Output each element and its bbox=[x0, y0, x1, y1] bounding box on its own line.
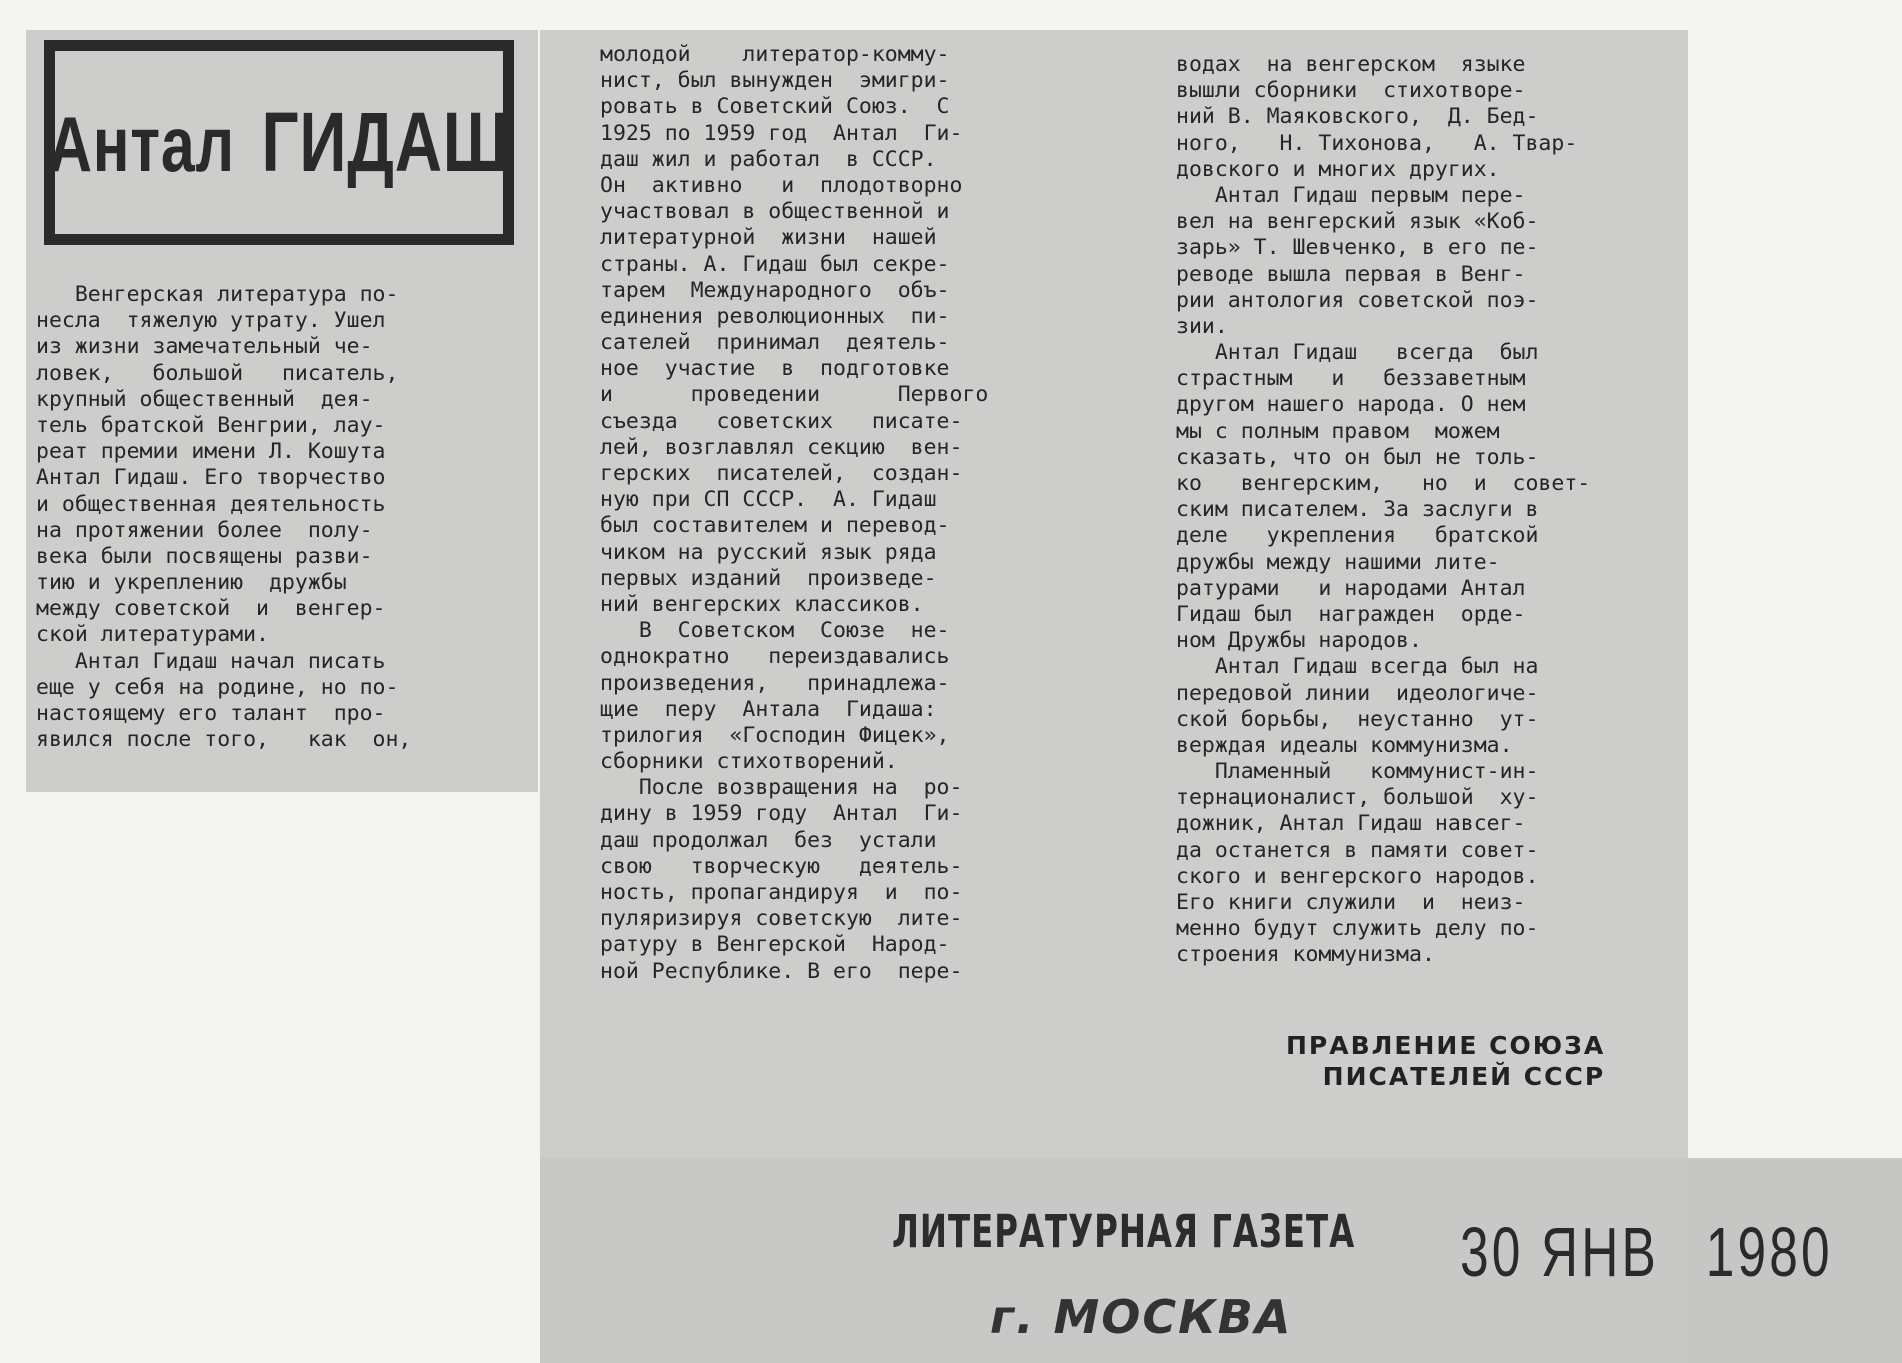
text-line: В Советском Союзе не- bbox=[600, 618, 950, 644]
article-column-1 bbox=[36, 282, 528, 753]
text-line: рии антология советской поэ- bbox=[1176, 287, 1539, 313]
text-line: ровать в Советский Союз. С bbox=[600, 94, 950, 120]
text-line: даш продолжал без устали bbox=[600, 827, 937, 853]
text-line: дину в 1959 году Антал Ги- bbox=[600, 801, 963, 827]
text-line: века были посвящены разви- bbox=[36, 543, 373, 569]
text-line: съезда советских писате- bbox=[600, 408, 963, 434]
headline bbox=[48, 94, 509, 191]
text-line: между советской и венгер- bbox=[36, 596, 386, 622]
text-line: Он активно и плодотворно bbox=[600, 172, 963, 198]
headline-frame bbox=[44, 40, 514, 245]
text-line: трилогия «Господин Фицек», bbox=[600, 722, 950, 748]
text-line: ное участие в подготовке bbox=[600, 356, 950, 382]
text-line: тель братской Венгрии, лау- bbox=[36, 412, 386, 438]
text-line: лей, возглавлял секцию вен- bbox=[600, 434, 963, 460]
text-line: тернационалист, большой ху- bbox=[1176, 785, 1539, 811]
text-line: Гидаш был награжден орде- bbox=[1176, 601, 1526, 627]
article-column-2 bbox=[600, 42, 1096, 985]
text-line: ко венгерским, но и совет- bbox=[1176, 471, 1591, 496]
text-line: водах на венгерском языке bbox=[1176, 52, 1526, 77]
text-line: произведения, принадлежа- bbox=[600, 670, 950, 696]
signature-line-2: ПИСАТЕЛЕЙ СССР bbox=[1322, 1062, 1606, 1091]
text-line: Его книги служили и неиз- bbox=[1176, 890, 1526, 915]
text-line: настоящему его талант про- bbox=[36, 701, 386, 726]
text-line: однократно переиздавались bbox=[600, 644, 950, 670]
text-line: реат премии имени Л. Кошута bbox=[36, 439, 386, 465]
date-stamp bbox=[1460, 1212, 1833, 1292]
text-line: сборники стихотворений. bbox=[600, 749, 898, 775]
text-line: чиком на русский язык ряда bbox=[600, 539, 937, 565]
text-line: зии. bbox=[1176, 313, 1228, 339]
text-line: ного, Н. Тихонова, А. Твар- bbox=[1176, 130, 1578, 156]
text-line: участвовал в общественной и bbox=[600, 199, 950, 225]
text-line: единения революционных пи- bbox=[600, 303, 950, 329]
text-line: ную при СП СССР. А. Гидаш bbox=[600, 487, 937, 513]
text-line: ний В. Маяковского, Д. Бед- bbox=[1176, 104, 1539, 130]
text-line: вел на венгерский язык «Коб- bbox=[1176, 209, 1539, 235]
city-stamp: г. МОСКВА bbox=[990, 1290, 1293, 1344]
text-line: зарь» Т. Шевченко, в его пе- bbox=[1176, 235, 1539, 261]
text-line: пуляризируя советскую лите- bbox=[600, 906, 963, 932]
text-line: сказать, что он был не толь- bbox=[1176, 444, 1539, 470]
text-line: и общественная деятельность bbox=[36, 491, 386, 517]
text-line: другом нашего народа. О нем bbox=[1176, 392, 1526, 418]
text-line: крупный общественный дея- bbox=[36, 386, 373, 412]
text-line: менно будут служить делу по- bbox=[1176, 916, 1539, 942]
signature-block bbox=[1286, 1030, 1605, 1092]
text-line: несла тяжелую утрату. Ушел bbox=[36, 308, 386, 334]
text-line: довского и многих других. bbox=[1176, 156, 1500, 182]
text-line: Венгерская литература по- bbox=[36, 282, 399, 307]
text-line: был составителем и перевод- bbox=[600, 513, 950, 539]
text-line: явился после того, как он, bbox=[36, 727, 412, 753]
text-line: свою творческую деятель- bbox=[600, 853, 963, 879]
text-line: вышли сборники стихотворе- bbox=[1176, 78, 1526, 104]
text-line: сателей принимал деятель- bbox=[600, 330, 950, 356]
text-line: дружбы между нашими лите- bbox=[1176, 549, 1500, 575]
text-line: Антал Гидаш всегда был на bbox=[1176, 654, 1539, 680]
text-line: ловек, большой писатель, bbox=[36, 360, 399, 386]
signature-line-1: ПРАВЛЕНИЕ СОЮЗА bbox=[1286, 1031, 1606, 1060]
text-line: страстным и беззаветным bbox=[1176, 366, 1526, 392]
text-line: верждая идеалы коммунизма. bbox=[1176, 732, 1513, 758]
text-line: страны. А. Гидаш был секре- bbox=[600, 251, 950, 277]
text-line: реводе вышла первая в Венг- bbox=[1176, 261, 1526, 287]
text-line: ний венгерских классиков. bbox=[600, 591, 924, 617]
text-line: Антал Гидаш. Его творчество bbox=[36, 465, 386, 491]
text-line: первых изданий произведе- bbox=[600, 565, 937, 591]
text-line: Антал Гидаш первым пере- bbox=[1176, 182, 1526, 208]
text-line: ской литературами. bbox=[36, 622, 269, 648]
headline-first-name: Антал bbox=[48, 100, 236, 188]
text-line: дожник, Антал Гидаш навсег- bbox=[1176, 811, 1526, 837]
text-line: литературной жизни нашей bbox=[600, 225, 937, 251]
text-line: тарем Международного объ- bbox=[600, 277, 950, 303]
text-line: передовой линии идеологиче- bbox=[1176, 680, 1539, 706]
text-line: Антал Гидаш всегда был bbox=[1176, 340, 1539, 366]
date-stamp-day: 30 ЯНВ bbox=[1460, 1213, 1659, 1291]
text-line: ской борьбы, неустанно ут- bbox=[1176, 706, 1539, 732]
text-line: ского и венгерского народов. bbox=[1176, 863, 1539, 889]
text-line: тию и укреплению дружбы bbox=[36, 570, 347, 596]
text-line: герских писателей, создан- bbox=[600, 461, 963, 486]
text-line: даш жил и работал в СССР. bbox=[600, 146, 937, 172]
text-line: 1925 по 1959 год Антал Ги- bbox=[600, 120, 963, 146]
text-line: на протяжении более полу- bbox=[36, 517, 373, 543]
headline-last-name: ГИДАШ bbox=[261, 95, 510, 189]
text-line: еще у себя на родине, но по- bbox=[36, 674, 399, 700]
text-line: Антал Гидаш начал писать bbox=[36, 648, 386, 674]
text-line: строения коммунизма. bbox=[1176, 942, 1435, 968]
text-line: ной Республике. В его пере- bbox=[600, 958, 963, 984]
text-line: нист, был вынужден эмигри- bbox=[600, 68, 950, 94]
text-line: ским писателем. За заслуги в bbox=[1176, 497, 1539, 523]
text-line: да останется в памяти совет- bbox=[1176, 837, 1539, 863]
text-line: ратуру в Венгерской Народ- bbox=[600, 932, 950, 958]
text-line: ном Дружбы народов. bbox=[1176, 628, 1422, 654]
text-line: После возвращения на ро- bbox=[600, 775, 963, 801]
text-line: из жизни замечательный че- bbox=[36, 334, 373, 360]
newspaper-stamp: ЛИТЕРАТУРНАЯ ГАЗЕТА bbox=[892, 1206, 1356, 1259]
text-line: Пламенный коммунист-ин- bbox=[1176, 759, 1539, 785]
article-column-3 bbox=[1176, 52, 1664, 969]
text-line: ность, пропагандируя и по- bbox=[600, 880, 963, 905]
text-line: мы с полным правом можем bbox=[1176, 418, 1500, 444]
text-line: и проведении Первого bbox=[600, 382, 989, 408]
text-line: ратурами и народами Антал bbox=[1176, 575, 1526, 601]
text-line: деле укрепления братской bbox=[1176, 523, 1539, 549]
date-stamp-year: 1980 bbox=[1705, 1213, 1833, 1291]
text-line: молодой литератор-комму- bbox=[600, 42, 950, 67]
text-line: щие перу Антала Гидаша: bbox=[600, 696, 937, 722]
